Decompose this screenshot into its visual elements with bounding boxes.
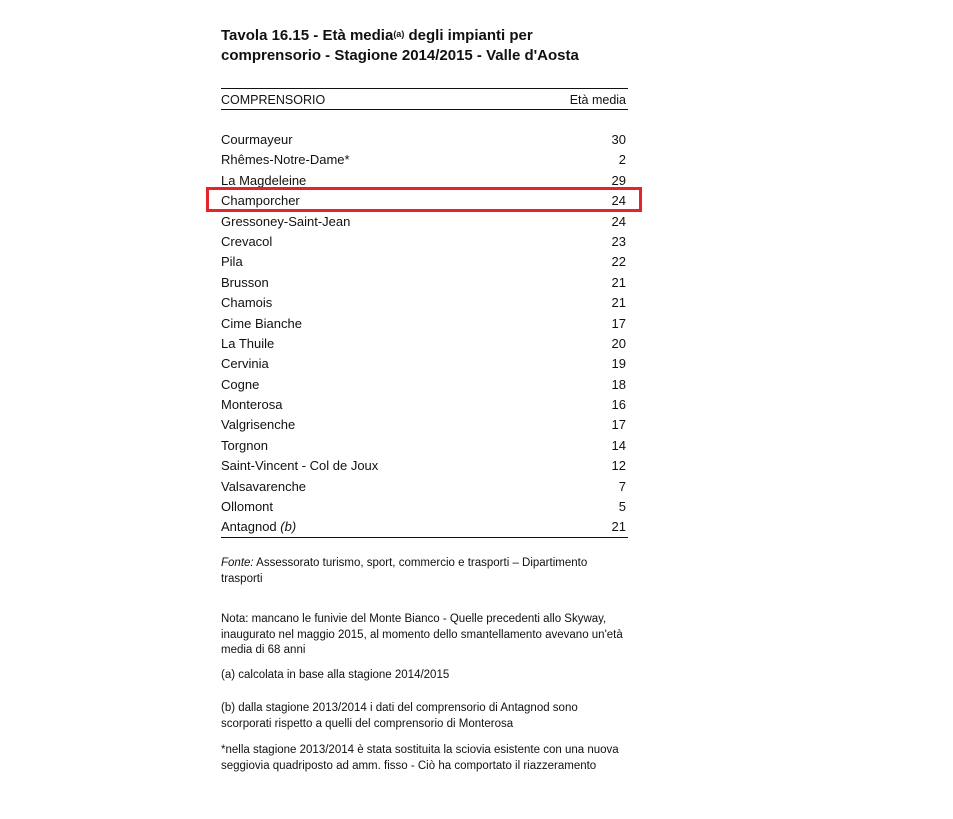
row-value: 7	[618, 478, 626, 494]
row-name-text: Cogne	[221, 376, 260, 392]
table-row	[221, 314, 628, 334]
row-value: 14	[611, 437, 626, 453]
row-value: 17	[611, 315, 626, 331]
row-name	[221, 436, 268, 456]
table-row	[221, 232, 628, 252]
row-name	[221, 293, 272, 313]
row-value: 21	[611, 295, 626, 311]
row-name	[221, 477, 306, 497]
header-eta-media: Età media	[569, 93, 626, 107]
table-row	[221, 497, 628, 517]
row-name-text: Ollomont	[221, 499, 274, 515]
footnote-asterisk: *nella stagione 2013/2014 è stata sostituita la sciovia esistente con una nuova seggiovia quadriposto ad amm. fisso - Ciò ha comportato il riazzeramento	[221, 744, 619, 772]
table-row	[221, 517, 628, 537]
table-row	[221, 273, 628, 293]
row-name-text: La Magdeleine	[221, 172, 307, 188]
row-value: 30	[611, 132, 626, 147]
row-name-text: La Thuile	[221, 335, 275, 351]
table-row	[221, 150, 628, 170]
row-value: 24	[611, 193, 626, 209]
highlight-box	[206, 187, 642, 212]
row-value: 29	[611, 172, 626, 188]
row-name-text: Valsavarenche	[221, 478, 307, 494]
row-name	[221, 354, 269, 374]
table-row	[221, 375, 628, 395]
row-name-text: Cervinia	[221, 356, 269, 372]
footnote-b: (b) dalla stagione 2013/2014 i dati del comprensorio di Antagnod sono scorporati rispetto a quelli del comprensorio di Monterosa	[221, 702, 578, 730]
row-name	[221, 130, 293, 150]
row-value: 20	[611, 335, 626, 351]
title-line2: comprensorio - Stagione 2014/2015 - Valle d'Aosta	[221, 47, 579, 64]
row-name-text: Valgrisenche	[221, 417, 296, 433]
table-header	[221, 88, 628, 110]
table-row	[221, 130, 628, 150]
row-name-text: Courmayeur	[221, 132, 293, 147]
row-name	[221, 517, 296, 537]
row-name-text: Rhêmes-Notre-Dame*	[221, 152, 350, 168]
row-name	[221, 415, 295, 435]
table-row	[221, 252, 628, 272]
row-name-text: Monterosa	[221, 397, 283, 413]
row-name-text: Champorcher	[221, 193, 300, 209]
table-title	[221, 26, 641, 66]
row-name	[221, 252, 243, 272]
row-value: 21	[611, 519, 626, 535]
row-name-text: Crevacol	[221, 233, 273, 249]
row-name	[221, 212, 350, 232]
table-row	[221, 395, 628, 415]
row-name	[221, 150, 350, 170]
table-row	[221, 293, 628, 313]
row-value: 23	[611, 233, 626, 249]
source-label: Fonte:	[221, 557, 254, 569]
row-value: 19	[611, 356, 626, 372]
general-note: Nota: mancano le funivie del Monte Bianco - Quelle precedenti allo Skyway, inaugurato nel maggio 2015, al momento dello smantellamento avevano un'età media di 68 anni	[221, 613, 623, 656]
row-name-suffix: (b)	[280, 519, 297, 535]
table-row	[221, 477, 628, 497]
title-superscript: (a)	[393, 29, 405, 39]
row-name	[221, 456, 378, 476]
title-line1-suffix: degli impianti per	[404, 27, 533, 44]
table-bottom-rule	[221, 537, 628, 538]
row-name-text: Cime Bianche	[221, 315, 302, 331]
source-text: Assessorato turismo, sport, commercio e trasporti – Dipartimento trasporti	[221, 557, 588, 585]
title-line1-prefix: Tavola 16.15 - Età media	[221, 27, 394, 44]
table-row	[221, 334, 628, 354]
row-name-text: Gressoney-Saint-Jean	[221, 213, 351, 229]
table-row	[221, 436, 628, 456]
row-value: 16	[611, 397, 626, 413]
row-name	[221, 497, 273, 517]
table-row	[221, 415, 628, 435]
row-name-text: Torgnon	[221, 437, 268, 453]
row-value: 21	[611, 274, 626, 290]
row-value: 5	[618, 499, 626, 515]
row-name	[221, 395, 282, 415]
row-name-text: Antagnod	[221, 519, 277, 535]
table-row	[221, 212, 628, 232]
row-name-text: Saint-Vincent - Col de Joux	[221, 458, 379, 474]
row-name-text: Chamois	[221, 295, 273, 311]
header-comprensorio: COMPRENSORIO	[221, 93, 326, 107]
row-name	[221, 273, 269, 293]
row-name	[221, 334, 274, 354]
source-note	[221, 556, 631, 587]
row-value: 2	[618, 152, 626, 168]
table-row	[221, 456, 628, 476]
row-name	[221, 314, 302, 334]
row-name-text: Pila	[221, 254, 243, 270]
footnote-a: (a) calcolata in base alla stagione 2014/2015	[221, 669, 450, 681]
table-row	[221, 354, 628, 374]
row-name-text: Brusson	[221, 274, 269, 290]
row-name	[221, 375, 259, 395]
row-value: 18	[611, 376, 626, 392]
row-value: 24	[611, 213, 626, 229]
row-name	[221, 232, 272, 252]
row-value: 17	[611, 417, 626, 433]
row-value: 22	[611, 254, 626, 270]
row-value: 12	[611, 458, 626, 474]
